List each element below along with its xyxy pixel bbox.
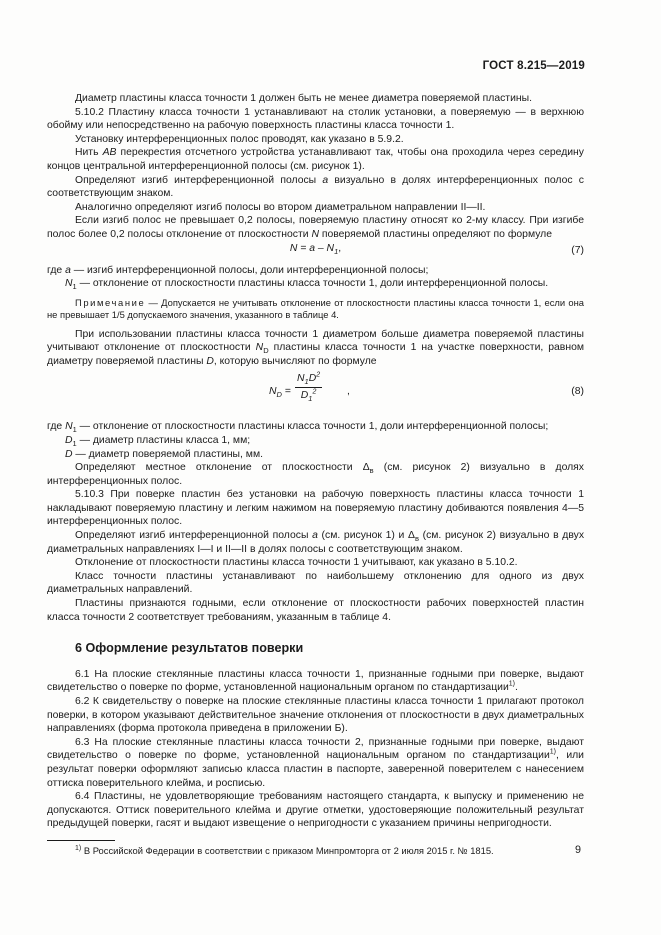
clause-5-10-3: 5.10.3 При поверке пластин без установки на рабочую поверхность пластины класса точности 1 накладывают поверяемую пластину и легким нажимом на поверяемую пластину добиваются появления 4—5 интерференционных полос. [47, 489, 584, 528]
where-clause: $N_1$ — отклонение от плоскостности пластины класса точности 1, доли интерференционной полосы. [65, 278, 549, 292]
section-6-heading: 6 Оформление результатов поверки [75, 641, 304, 656]
where-clause: $D_1$ — диаметр пластины класса 1, мм; [65, 434, 251, 448]
paragraph: Нить AB перекрестия отсчетного устройства устанавливают так, чтобы она проходила через середину концов центральной интерференционной полосы (см. рисунок 1). [47, 147, 584, 172]
paragraph: Если изгиб полос не превышает 0,2 полосы, поверяемую пластину относят ко 2-му классу. При изгибе полос более 0,2 полосы отклонение от плоскостности N поверяемой пластины определяют по формуле [47, 215, 584, 240]
paragraph: Определяют местное отклонение от плоскостности $\Delta_в$ (см. рисунок 2) визуально в долях интерференционных полос. [47, 462, 585, 487]
note: Примечание — Допускается не учитывать отклонение от плоскостности пластины класса точности 1, если она не превышает 1/5 допускаемого значения, указанного в таблице 4. [47, 296, 584, 321]
standard-code-header: ГОСТ 8.215—2019 [482, 60, 585, 72]
paragraph: Установку интерференционных полос проводят, как указано в 5.9.2. [75, 133, 404, 145]
footnote: $^{1)}$ В Российской Федерации в соответствии с приказом Минпромторга от 2 июля 2015 г. № 1815. [75, 844, 494, 856]
clause-6-1: 6.1 На плоские стеклянные пластины класса точности 1, признанные годными при поверке, выдают свидетельство о поверке по форме, установленной национальным органом по стандартизации$^{1)}$. [47, 668, 584, 694]
paragraph: Отклонение от плоскостности пластины класса точности 1 учитывают, как указано в 5.10.2. [75, 557, 518, 569]
paragraph: Диаметр пластины класса точности 1 должен быть не менее диаметра поверяемой пластины. [75, 93, 532, 104]
formula-number: (8) [571, 386, 584, 398]
paragraph: Аналогично определяют изгиб полосы во втором диаметральном направлении II—II. [75, 201, 486, 213]
clause-6-2: 6.2 К свидетельству о поверке на плоские стеклянные пластины класса точности 1 прилагают протокол поверки, в котором указывают действительное значение отклонения от плоскостности в двух диаметральных направлениях (форма протокола приведена в приложении Б). [47, 696, 584, 735]
formula-number: (7) [571, 244, 584, 256]
formula-8: $N_D$ = $\frac{N_1D^2}{D_1^2}$ , (8) [269, 371, 584, 403]
paragraph: Определяют изгиб интерференционной полосы a (см. рисунок 1) и $\Delta_в$ (см. рисунок 2) визуально в двух диаметральных направлениях I—I и II—II в долях полосы с соответствующим знаком. [47, 530, 585, 555]
paragraph: При использовании пластины класса точности 1 диаметром больше диаметра поверяемой пластины учитывают отклонение от плоскостности $N_D$ пластины класса точности 1 на участке поверхности, равном диаметру поверяемой пластины D, которую вычисляют по формуле [47, 328, 584, 367]
formula-7: $N = a - N_1$, (7) [289, 242, 584, 256]
where-clause: где a — изгиб интерференционной полосы, доли интерференционной полосы; [47, 264, 429, 276]
where-clause: где $N_1$ — отклонение от плоскостности пластины класса точности 1, доли интерференционной полосы; [47, 421, 549, 435]
paragraph: Класс точности пластины устанавливают по наибольшему отклонению для одного из двух диаметральных направлений. [47, 570, 584, 596]
page-number: 9 [574, 844, 581, 856]
clause-6-3: 6.3 На плоские стеклянные пластины класса точности 2, признанные годными при поверке, выдают свидетельство о поверке по форме, установленной национальным органом по стандартизации$^{1)}$, или результат поверки оформляют записью класса пластин в паспорте, заверенной поверителем с нанесением оттиска поверительного клейма, и росписью. [47, 736, 584, 789]
footnote-divider [47, 840, 115, 841]
document-body [47, 92, 584, 857]
paragraph: Пластины признаются годными, если отклонение от плоскостности рабочих поверхностей пластин класса точности 2 соответствует требованиям, указанным в таблице 4. [47, 598, 584, 623]
where-clause: D — диаметр поверяемой пластины, мм. [65, 448, 263, 460]
clause-6-4: 6.4 Пластины, не удовлетворяющие требованиям настоящего стандарта, к выпуску и применению не допускаются. Оттиск поверительного клейма и другие отметки, удостоверяющие положительный результат предыдущей поверки, гасят и выдают извещение о непригодности с указанием причины непригодности. [47, 791, 584, 830]
paragraph: Определяют изгиб интерференционной полосы a визуально в долях интерференционных полос с соответствующим знаком. [47, 174, 584, 200]
clause-5-10-2: 5.10.2 Пластину класса точности 1 устанавливают на столик установки, а поверяемую — в верхнюю обойму или непосредственно на рабочую поверхность пластины класса точности 1. [47, 106, 584, 132]
